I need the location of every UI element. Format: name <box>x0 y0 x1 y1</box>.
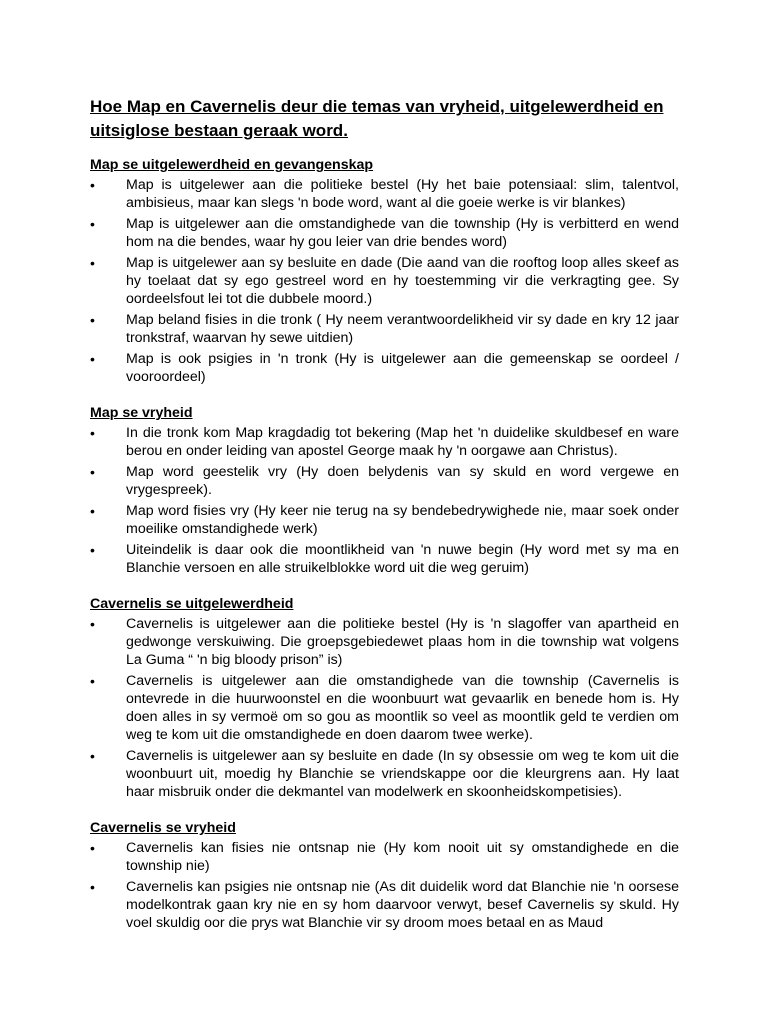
list-item <box>90 747 679 801</box>
list-item-text: Cavernelis is uitgelewer aan sy besluite en dade (In sy obsessie om weg te kom uit die woonbuurt uit, moedig hy Blanchie se vriendskappe oor die kleurgrens aan. Hy laat haar misbruik onder die dekmantel van modelwerk en skoonheidskompetisies). <box>126 748 679 800</box>
bullet-list <box>90 176 679 386</box>
list-item <box>90 254 679 308</box>
bullet-icon: • <box>90 177 95 193</box>
list-item-text: Map word geestelik vry (Hy doen belydenis van sy skuld en word vergewe en vrygespreek). <box>126 464 679 498</box>
bullet-icon: • <box>90 748 95 764</box>
bullet-icon: • <box>90 616 95 632</box>
bullet-icon: • <box>90 542 95 558</box>
bullet-list <box>90 839 679 932</box>
list-item-text: Map beland fisies in die tronk ( Hy neem verantwoordelikheid vir sy dade en kry 12 jaar tronkstraf, waarvan hy sewe uitdien) <box>126 312 679 346</box>
list-item <box>90 215 679 251</box>
list-item <box>90 502 679 538</box>
list-item <box>90 424 679 460</box>
bullet-icon: • <box>90 840 95 856</box>
list-item <box>90 541 679 577</box>
list-item <box>90 350 679 386</box>
list-item <box>90 878 679 932</box>
bullet-list <box>90 424 679 577</box>
section-4 <box>90 819 679 932</box>
list-item <box>90 176 679 212</box>
list-item-text: In die tronk kom Map kragdadig tot bekering (Map het 'n duidelike skuldbesef en ware berou en onder leiding van apostel George maak hy 'n oorgawe aan Christus). <box>126 425 679 459</box>
section-3 <box>90 595 679 801</box>
list-item <box>90 311 679 347</box>
list-item <box>90 839 679 875</box>
list-item-text: Uiteindelik is daar ook die moontlikheid van 'n nuwe begin (Hy word met sy ma en Blanchie versoen en alle struikelblokke word uit die weg geruim) <box>126 542 679 576</box>
list-item-text: Map word fisies vry (Hy keer nie terug na sy bendebedrywighede nie, maar soek onder moeilike omstandighede werk) <box>126 503 679 537</box>
list-item-text: Map is ook psigies in 'n tronk (Hy is uitgelewer aan die gemeenskap se oordeel / vooroordeel) <box>126 351 679 385</box>
list-item-text: Map is uitgelewer aan sy besluite en dade (Die aand van die rooftog loop alles skeef as hy toelaat dat sy ego gestreel word en hy toestemming vir die verkragting gee. Sy oordeelsfout lei tot die dubbele moord.) <box>126 255 679 307</box>
list-item-text: Cavernelis kan fisies nie ontsnap nie (Hy kom nooit uit sy omstandighede en die township nie) <box>126 840 679 874</box>
section-heading: Cavernelis se vryheid <box>90 820 236 836</box>
list-item <box>90 463 679 499</box>
bullet-icon: • <box>90 503 95 519</box>
bullet-list <box>90 615 679 801</box>
bullet-icon: • <box>90 464 95 480</box>
list-item-text: Map is uitgelewer aan die omstandighede van die township (Hy is verbitterd en wend hom na die bendes, waar hy gou leier van drie bendes word) <box>126 216 679 250</box>
list-item-text: Map is uitgelewer aan die politieke bestel (Hy het baie potensiaal: slim, talentvol, ambisieus, maar kan slegs 'n bode word, want al die goeie werke is vir blankes) <box>126 177 679 211</box>
bullet-icon: • <box>90 425 95 441</box>
bullet-icon: • <box>90 879 95 895</box>
section-heading: Cavernelis se uitgelewerdheid <box>90 596 294 612</box>
list-item-text: Cavernelis is uitgelewer aan die omstandighede van die township (Cavernelis is ontevrede in die huurwoonstel en die woonbuurt wat gevaarlik en benede hom is. Hy doen alles in sy vermoë om so gou as moontlik so veel as moontlik geld te verdien om weg te kom uit die omstandighede en doen daarom twee werke). <box>126 673 679 743</box>
bullet-icon: • <box>90 673 95 689</box>
bullet-icon: • <box>90 351 95 367</box>
list-item-text: Cavernelis kan psigies nie ontsnap nie (As dit duidelik word dat Blanchie nie 'n oorsese modelkontrak gaan kry nie en sy hom daarvoor verwyt, besef Cavernelis sy skuld. Hy voel skuldig oor die prys wat Blanchie vir sy droom moes betaal en as Maud <box>126 879 679 931</box>
bullet-icon: • <box>90 312 95 328</box>
bullet-icon: • <box>90 255 95 271</box>
list-item <box>90 615 679 669</box>
document-body <box>90 156 679 932</box>
list-item <box>90 672 679 744</box>
document-title: Hoe Map en Cavernelis deur die temas van vryheid, uitgelewerdheid en uitsiglose bestaan geraak word. <box>90 97 664 140</box>
list-item-text: Cavernelis is uitgelewer aan die politieke bestel (Hy is 'n slagoffer van apartheid en gedwonge verskuiwing. Die groepsgebiedewet plaas hom in die township wat volgens La Guma “ 'n big bloody prison” is) <box>126 616 679 668</box>
section-1 <box>90 156 679 386</box>
section-2 <box>90 404 679 577</box>
bullet-icon: • <box>90 216 95 232</box>
section-heading: Map se vryheid <box>90 405 193 421</box>
section-heading: Map se uitgelewerdheid en gevangenskap <box>90 157 374 173</box>
